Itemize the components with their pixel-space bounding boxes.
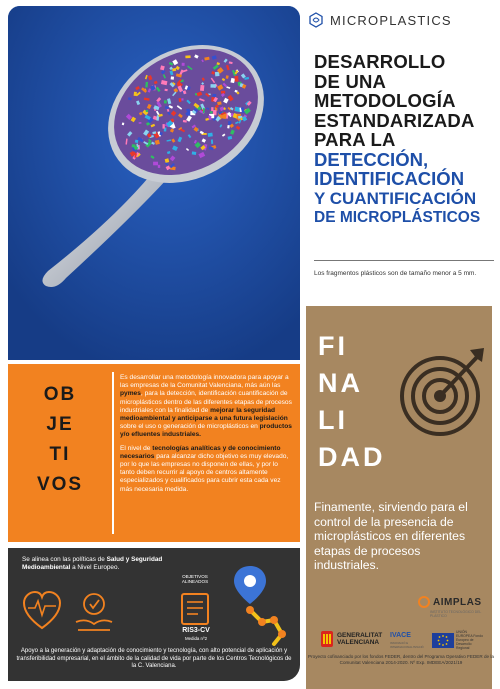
plastic-flake [200, 85, 204, 91]
title-line: DESARROLLO [314, 51, 446, 72]
size-note: Los fragmentos plásticos son de tamaño menor a 5 mm. [314, 270, 477, 277]
generalitat-name [337, 632, 382, 646]
heading-syllable: DAD [318, 442, 386, 472]
aligned-objectives-label: OBJETIVOS ALINEADOS [181, 574, 209, 585]
plastic-flake [153, 162, 158, 166]
title-line-highlight: DE MICROPLÁSTICOS [314, 209, 481, 226]
generalitat-logo [320, 630, 382, 648]
heading-syllable: JE [46, 414, 74, 435]
eu-logo [432, 630, 484, 650]
aimplas-subtitle: INSTITUTO TECNOLÓGICO DEL PLÁSTICO [430, 610, 482, 618]
plastic-flake [164, 100, 167, 103]
text-run: Se alinea con las políticas de [22, 556, 107, 563]
ivace-subtitle: INNOVACIÓ E INTERNACIONALITZACIÓ [390, 641, 424, 649]
plastic-flake [210, 111, 213, 114]
heading-syllable: LI [318, 405, 348, 435]
text-run: , para la detección, identificación cuantificación de microplásticos dentro de las diferentes etapas de procesos industriales con la finalidad de [120, 390, 292, 414]
plastic-flake [182, 63, 185, 66]
title-line-highlight: Y CUANTIFICACIÓN [314, 188, 477, 208]
heading-syllable: VOS [36, 474, 84, 495]
text-run: para alcanzar dicho objetivo es muy elevado, por lo que las empresas no disponen de ellas, y por lo tanto deben recurrir al apoyo de centros altamente especializados y cualificados para cubrir esta cada vez más necesaria medida. [120, 452, 289, 493]
title-line-highlight: IDENTIFICACIÓN [314, 168, 465, 189]
title-divider [314, 260, 494, 261]
health-environment-icons [22, 588, 142, 638]
objetivos-text [120, 374, 294, 499]
plastic-flake [163, 124, 165, 129]
plastic-flake [185, 55, 190, 58]
brand-header [308, 12, 452, 28]
heading-syllable: TI [49, 444, 71, 465]
plastic-flake [235, 76, 239, 82]
hero-image [8, 6, 300, 360]
objetivos-paragraph [120, 445, 294, 494]
document-icon [178, 592, 212, 626]
generalitat-line: VALENCIANA [337, 639, 380, 646]
finalidad-text: Finamente, sirviendo para el control de la presencia de microplásticos en diferentes etapas de procesos industriales. [314, 500, 468, 572]
ris3-code: RIS3-CV [182, 627, 210, 634]
aimplas-name: AIMPLAS [433, 596, 482, 608]
plastic-flake [212, 94, 216, 97]
objetivos-heading [8, 380, 112, 500]
ivace-logo: IVACE [390, 632, 411, 639]
text-run: a Nivel Europeo. [70, 564, 120, 572]
eu-text: UNIÓN EUROPEA Fondo Europeo de Desarrollo Regional [456, 630, 483, 650]
title-line: ESTANDARIZADA [314, 109, 475, 131]
funding-note: Proyecto cofinanciado por los fondos FEDER, dentro del Programa Operativo FEDER de la Comunitat Valenciana 2014-2020. Nº Exp. IMDEEA/2021/19 [308, 654, 494, 665]
aimplas-logo [418, 596, 482, 608]
plastic-flake [211, 139, 213, 144]
ris3-measure: Medida nº2 [184, 636, 208, 641]
eco-hands-icon [76, 594, 112, 630]
text-emphasis: productos y/o efluentes industriales. [120, 423, 292, 439]
finalidad-heading [318, 328, 386, 476]
plastic-flake [181, 98, 183, 100]
title-line-highlight: DETECCIÓN, [314, 148, 429, 170]
text-emphasis: mejorar la seguridad medioambiental y anticiparse a una futura legislación [120, 406, 288, 423]
eu-flag-icon [432, 633, 454, 648]
objetivos-divider [112, 372, 114, 534]
policy-intro [22, 556, 182, 572]
generalitat-crest-icon [320, 630, 334, 648]
plastic-flake [171, 76, 174, 79]
title-line: PARA LA [314, 129, 396, 150]
plastic-flake [172, 68, 176, 71]
title-line: METODOLOGÍA [314, 90, 456, 111]
plastic-flake [158, 165, 160, 168]
main-title [314, 52, 496, 228]
text-emphasis: Salud y Seguridad Medioambiental [22, 556, 163, 572]
plastic-flake [164, 89, 167, 91]
title-line: DE UNA [314, 70, 387, 92]
text-emphasis: pymes [120, 390, 141, 398]
heading-syllable: NA [318, 368, 363, 398]
plastic-flake [208, 133, 213, 137]
text-run: sobre el uso o generación de microplásticos en [120, 423, 260, 431]
spoon-illustration [8, 6, 300, 360]
location-chain-icon [226, 560, 296, 648]
brand-name: MICROPLASTICS [330, 12, 452, 28]
plastic-flake [192, 151, 197, 155]
heading-syllable: OB [43, 384, 77, 405]
generalitat-line: GENERALITAT [337, 632, 383, 639]
plastic-flake [122, 123, 125, 126]
objetivos-panel [8, 364, 300, 542]
target-icon [398, 336, 488, 446]
text-run: El nivel de [120, 444, 153, 452]
plastic-flake [210, 84, 216, 88]
text-emphasis: tecnologías analíticas y de conocimiento necesarios [120, 444, 281, 460]
plastic-flake [186, 109, 189, 112]
microplastics-logo-icon [308, 12, 324, 28]
objetivos-paragraph [120, 374, 294, 440]
policy-footer: Apoyo a la generación y adaptación de conocimiento y tecnología, con alto potencial de aplicación y transferibilidad empresarial, en el ámbito de la calidad de vida por parte de los Centros Tecnológicos de la C. Valenciana. [16, 648, 292, 670]
policy-panel [8, 548, 300, 681]
heading-syllable: FI [318, 331, 348, 361]
heartbeat-icon [24, 592, 60, 628]
text-run: Es desarrollar una metodología innovadora para apoyar a las empresas de la Comunitat Valenciana, más aún las [120, 374, 289, 390]
aimplas-mark-icon [418, 596, 430, 608]
plastic-flake [139, 122, 142, 124]
plastic-flake [145, 82, 148, 88]
